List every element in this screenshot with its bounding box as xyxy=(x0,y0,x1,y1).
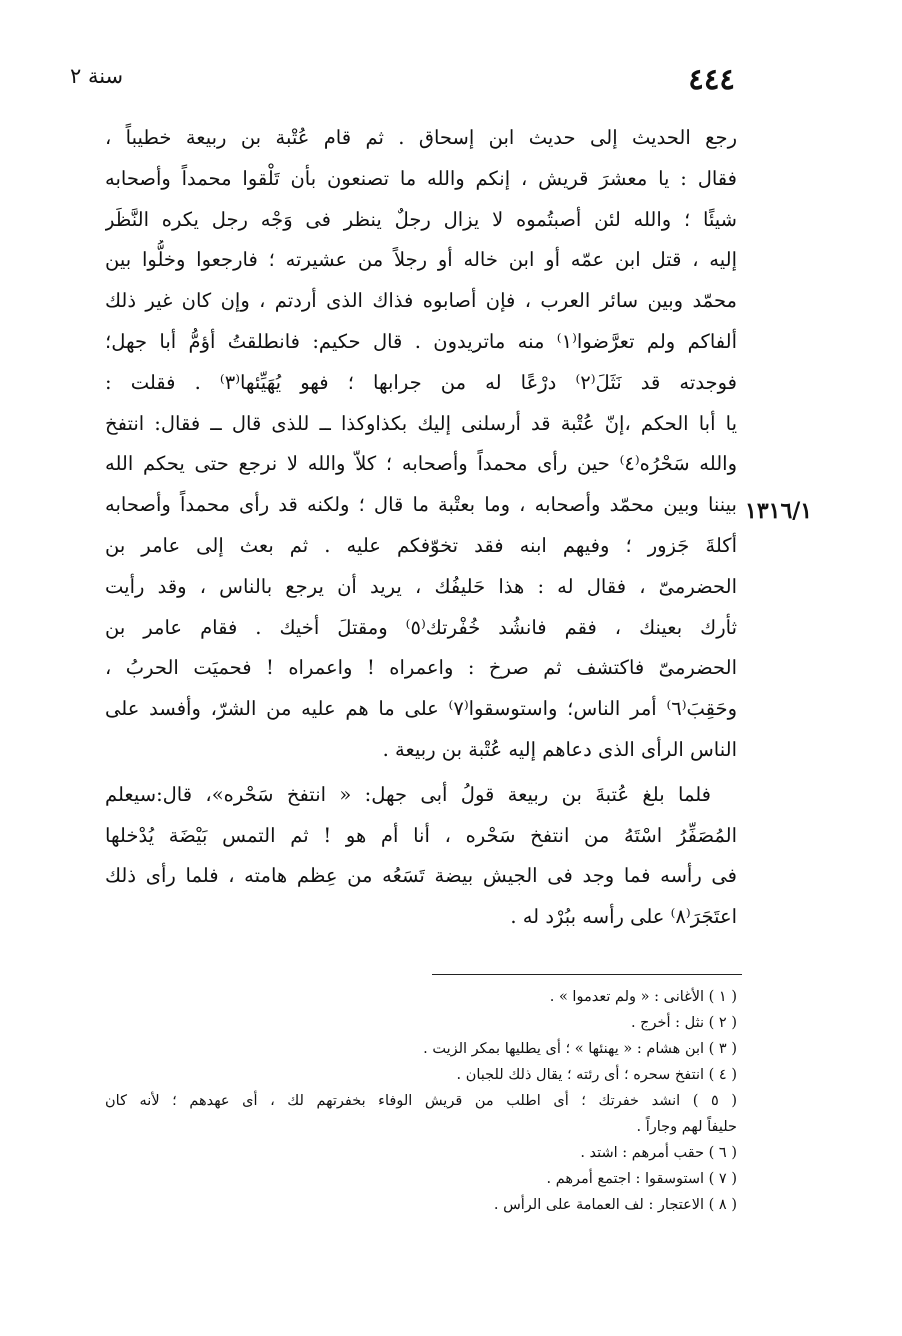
text-line: فوجدته قد نَثَلَ⁽٢⁾ درْعًا له من جرابها ؛ فهو يُهَيِّئها⁽٣⁾ . فقلت : xyxy=(105,370,737,394)
text-line: فى رأسه فما وجد فى الجيش بيضة تَسَعُه من عِظم هامته ، فلما رأى ذلك xyxy=(105,864,737,888)
text-line: يا أبا الحكم ،إنّ عُتْبة قد أرسلنى إليك بكذاوكذا ــ للذى قال ــ فقال: انتفخ xyxy=(105,411,737,435)
footnote: ( ٤ ) انتفخ سحره ؛ أى رئته ؛ يقال ذلك للجبان . xyxy=(456,1067,737,1083)
text-line: المُصَفِّرُ اسْتَهُ من انتفخ سَحْره ، أنا أم هو ! ثم التمس بَيْضَة يُدْخلها xyxy=(105,823,737,847)
footnote: ( ٢ ) نثل : أخرج . xyxy=(630,1015,737,1031)
footnote: ( ٦ ) حقب أمرهم : اشتد . xyxy=(580,1145,737,1161)
footnote: ( ٣ ) ابن هشام : « يهنئها » ؛ أى يطليها بمكر الزيت . xyxy=(423,1041,737,1057)
text-line: الحضرمىّ فاكتشف ثم صرخ : واعمراه ! واعمراه ! فحميَت الحربُ ، xyxy=(105,656,737,680)
text-line: شيئًا ؛ والله لئن أصبتُموه لا يزال رجلٌ ينظر فى وَجْه رجل يكره النَّظَر xyxy=(105,207,737,231)
text-line: رجع الحديث إلى حديث ابن إسحاق . ثم قام عُتْبة بن ربيعة خطيباً ، xyxy=(105,126,737,149)
text-line: إليه ، قتل ابن عمّه أو ابن خاله أو رجلاً من عشيرته ؛ فارجعوا وخلُّوا بين xyxy=(105,248,737,272)
footnote: ( ٥ ) انشد خفرتك ؛ أى اطلب من قريش الوفاء بخفرتهم لك ، أى عهدهم ؛ لأنه كان xyxy=(105,1093,737,1109)
text-line: بيننا وبين محمّد وأصحابه ، وما بعتْبة ما قال ؛ ولكنه قد رأى محمداً وأصحابه xyxy=(105,493,737,517)
text-line: ثأرك بعينك ، فقم فانشُد خُفْرتك⁽٥⁾ ومقتلَ أخيك . فقام عامر بن xyxy=(105,615,737,639)
page-number: ٤٤٤ xyxy=(688,62,735,96)
footnotes xyxy=(105,984,737,1218)
text-line: الناس الرأى الذى دعاهم إليه عُتْبة بن ربيعة . xyxy=(382,737,737,761)
text-line: وحَقِبَ⁽٦⁾ أمر الناس؛ واستوسقوا⁽٧⁾ على ما هم عليه من الشرّ، وأفسد على xyxy=(105,697,737,721)
footnote-continuation: حليفاً لهم وجاراً . xyxy=(636,1119,737,1135)
footnote-divider xyxy=(432,974,742,975)
footnote: ( ٨ ) الاعتجار : لف العمامة على الرأس . xyxy=(493,1197,737,1213)
text-line: والله سَحْرُه⁽٤⁾ حين رأى محمداً وأصحابه ؛ كلاّ والله لا نرجع حتى يحكم الله xyxy=(105,452,737,476)
footnote: ( ٧ ) استوسقوا : اجتمع أمرهم . xyxy=(546,1171,737,1187)
text-line: محمّد وبين سائر العرب ، فإن أصابوه فذاك الذى أردتم ، وإن كان غير ذلك xyxy=(105,289,737,313)
text-line: فلما بلغ عُتبةَ بن ربيعة قولُ أبى جهل: « انتفخ سَحْره»، قال:سيعلم xyxy=(105,782,711,806)
text-line: فقال : يا معشرَ قريش ، إنكم والله ما تصنعون بأن تَلْقوا محمداً وأصحابه xyxy=(105,166,737,190)
text-line: الحضرمىّ ، فقال له : هذا حَليفُك ، يريد أن يرجع بالناس ، وقد رأيت xyxy=(105,574,737,598)
footnote: ( ١ ) الأغانى : « ولم تعدموا » . xyxy=(549,989,737,1005)
running-header-year: سنة ٢ xyxy=(70,64,124,88)
margin-reference: ١٣١٦/١ xyxy=(745,498,813,524)
body-text xyxy=(105,118,737,938)
text-line: أكلةَ جَزور ؛ وفيهم ابنه فقد تخوّفكم عليه . ثم بعث إلى عامر بن xyxy=(105,533,737,557)
text-line: اعتَجَرَ⁽٨⁾ على رأسه ببُرْد له . xyxy=(510,905,737,929)
text-line: ألفاكم ولم تعرَّضوا⁽١⁾ منه ماتريدون . قال حكيم: فانطلقتُ أؤمُّ أبا جهل؛ xyxy=(105,329,737,353)
